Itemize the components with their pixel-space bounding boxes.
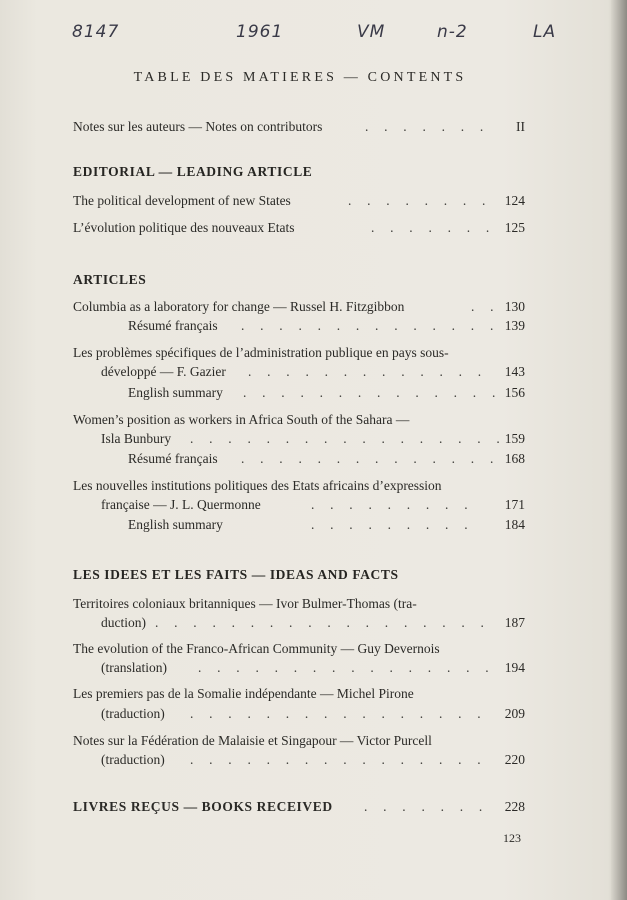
toc-entry[interactable] [73,750,525,770]
toc-page-number: 143 [504,364,525,379]
toc-entry-label: English summary [128,517,223,532]
toc-entry-label: française — J. L. Quermonne [101,497,261,512]
toc-entry-line[interactable] [73,476,525,496]
toc-entry-summary[interactable] [73,515,525,535]
toc-entry[interactable] [73,429,525,449]
toc-entry-notes[interactable] [73,117,525,137]
toc-page-number: 130 [504,299,525,314]
page-folio: 123 [503,831,521,845]
toc-entry-label: Columbia as a laboratory for change — Russel H. Fitzgibbon [73,299,405,314]
toc-entry-label: Les nouvelles institutions politiques des Etats africains d’expression [73,478,442,493]
toc-entry-label: (translation) [101,660,167,675]
toc-page-number: 184 [504,517,525,532]
toc-entry[interactable] [73,704,525,724]
toc-entry-summary[interactable] [73,449,525,469]
section-heading-articles: ARTICLES [73,272,147,287]
toc-page-number: 187 [504,615,525,630]
toc-page-number: II [516,119,525,134]
toc-entry[interactable] [73,297,525,317]
toc-entry-label: Les problèmes spécifiques de l’administration publique en pays sous- [73,345,449,360]
toc-entry-livres[interactable] [73,797,525,817]
toc-page-number: 209 [504,706,525,721]
toc-entry-label: Notes sur les auteurs — Notes on contributors [73,119,323,134]
section-heading-idees: LES IDEES ET LES FAITS — IDEAS AND FACTS [73,567,399,582]
toc-entry-line[interactable] [73,731,525,751]
dot-leader: . . . . . . . . . . . . . . . . [198,660,495,675]
dot-leader: . . . . . . . [365,119,490,134]
dot-leader: . . . . . . . . . . . . . . . . [190,706,487,721]
toc-entry-label: développé — F. Gazier [101,364,226,379]
dot-leader: . . . . . . . . . . . . . . . . [190,752,487,767]
dot-leader: . . . . . . . . . [311,517,474,532]
handwritten-annotation: n-2 [437,22,468,42]
toc-entry-label: L’évolution politique des nouveaux Etats [73,220,295,235]
toc-entry[interactable] [73,613,525,633]
toc-page-number: 124 [504,193,525,208]
handwritten-annotation: LA [533,22,557,42]
dot-leader: . . . . . . . . . [311,497,474,512]
toc-entry-label: (traduction) [101,752,165,767]
dot-leader: . . . . . . . [371,220,496,235]
dot-leader: . . [471,299,500,314]
toc-page-number: 228 [504,799,525,814]
dot-leader: . . . . . . . . . . . . . . . . . [190,431,506,446]
toc-entry[interactable] [73,218,525,238]
section-heading-editorial: EDITORIAL — LEADING ARTICLE [73,164,313,179]
dot-leader: . . . . . . . . [348,193,492,208]
toc-entry-summary[interactable] [73,316,525,336]
toc-entry-label: Résumé français [128,318,218,333]
toc-entry-label: Women’s position as workers in Africa South of the Sahara — [73,412,410,427]
toc-entry-line[interactable] [73,684,525,704]
toc-entry-label: The political development of new States [73,193,291,208]
toc-entry-label: Résumé français [128,451,218,466]
toc-page-number: 220 [504,752,525,767]
toc-entry-line[interactable] [73,343,525,363]
handwritten-annotation: 1961 [236,22,284,42]
dot-leader: . . . . . . . . . . . . . . [241,451,500,466]
handwritten-annotation: VM [357,22,386,42]
toc-entry[interactable] [73,362,525,382]
toc-entry-label: Notes sur la Fédération de Malaisie et Singapour — Victor Purcell [73,733,432,748]
dot-leader: . . . . . . . . . . . . . [248,364,488,379]
dot-leader: . . . . . . . . . . . . . . . . . . [155,615,491,630]
toc-entry-label: Les premiers pas de la Somalie indépendante — Michel Pirone [73,686,414,701]
dot-leader: . . . . . . . . . . . . . . [241,318,500,333]
toc-page-number: 156 [504,385,525,400]
toc-entry-line[interactable] [73,410,525,430]
toc-entry[interactable] [73,191,525,211]
toc-entry-label: duction) [101,615,146,630]
page-title: TABLE DES MATIERES — CONTENTS [133,70,467,85]
toc-entry-label: Isla Bunbury [101,431,172,446]
section-heading-livres: LIVRES REÇUS — BOOKS RECEIVED [73,799,333,814]
toc-page-number: 125 [504,220,525,235]
toc-entry-summary[interactable] [73,383,525,403]
dot-leader: . . . . . . . . . . . . . . [243,385,502,400]
toc-entry-line[interactable] [73,594,525,614]
toc-entry-label: (traduction) [101,706,165,721]
toc-entry-label: English summary [128,385,223,400]
toc-page-number: 159 [504,431,525,446]
toc-entry[interactable] [73,658,525,678]
toc-entry[interactable] [73,495,525,515]
handwritten-annotation: 8147 [72,22,120,42]
dot-leader: . . . . . . . [364,799,489,814]
toc-entry-label: The evolution of the Franco-African Community — Guy Devernois [73,641,440,656]
toc-entry-line[interactable] [73,639,525,659]
toc-page-number: 194 [504,660,525,675]
toc-page-number: 171 [504,497,525,512]
toc-page-number: 139 [504,318,525,333]
toc-entry-label: Territoires coloniaux britanniques — Ivor Bulmer-Thomas (tra- [73,596,417,611]
page-edge-shadow [611,0,627,900]
toc-page-number: 168 [504,451,525,466]
